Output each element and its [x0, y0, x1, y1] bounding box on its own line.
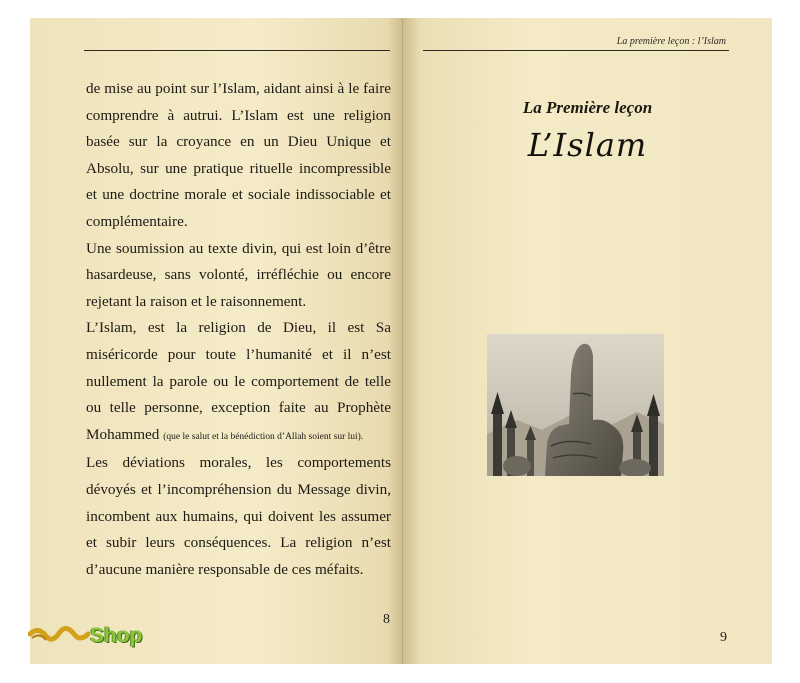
paragraph-1: de mise au point sur l’Islam, aidant ainsi à le faire comprendre à autrui. L’Islam est une religion basée sur la croyance en un Dieu Unique et Absolu, sur une pratique rituelle incompressible et une doctrine morale et sociale indissociable et complémentaire.: [86, 80, 391, 230]
lesson-label: La Première leçon: [522, 98, 653, 117]
paragraph-2: Une soumission au texte divin, qui est loin d’être hasardeuse, sans volonté, irréfléchie ou encore rejetant la raison et le raisonnement.: [86, 239, 391, 310]
page-number-left: 8: [383, 612, 390, 627]
header-rule: [84, 50, 390, 51]
running-head: La première leçon : l’Islam: [616, 36, 726, 47]
paragraph-4: Les déviations morales, les comportements dévoyés et l’incompréhension du Message divin, incombent aux humains, qui doivent les assumer et subir leurs conséquences. La religion n’est d’aucune manière responsable de ces méfaits.: [86, 454, 391, 578]
chapter-title: L’Islam: [527, 126, 648, 164]
page-number-right: 9: [720, 630, 727, 645]
open-book: [30, 18, 772, 664]
left-page-body: [86, 76, 391, 583]
raised-finger-illustration: [487, 334, 664, 476]
left-page: [30, 18, 403, 664]
right-page: [403, 18, 772, 664]
paragraph-3: L’Islam, est la religion de Dieu, il est Sa miséricorde pour toute l’humanité et il n’est nullement la parole ou le comportement de telle ou telle personne, exception faite au Prophète Mohammed (que le salut et la bénédiction d’Allah soient sur lui).: [86, 319, 391, 443]
swirl-logo-icon: [28, 622, 98, 658]
shop-logo: [28, 622, 168, 662]
logo-text: Shop: [90, 624, 143, 647]
header-rule: [423, 50, 729, 51]
blessing-formula: (que le salut et la bénédiction d’Allah soient sur lui).: [163, 431, 364, 442]
